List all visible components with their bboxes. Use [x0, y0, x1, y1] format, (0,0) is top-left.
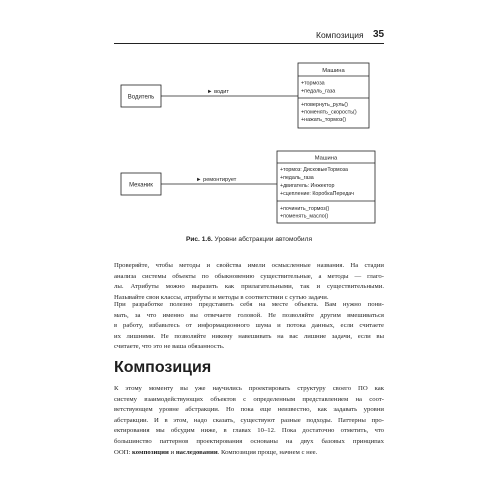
text-line: большинство паттернов проектирования основаны на двух базовых принципах [114, 437, 384, 445]
driver-class-name: Водитель [127, 94, 155, 101]
car-attribute: +двигатель: Инжектор [280, 183, 335, 189]
text-fragment: и [168, 448, 176, 456]
car-class-simple [298, 63, 369, 128]
text-line: Называйте свои классы, атрибуты и методы в соответствии с сутью задачи. [114, 293, 329, 301]
car-method: +повернуть_руль() [301, 102, 348, 108]
text-line: ветствующем уровне абстракции. Но пока еще неизвестно, как задавать уровни [114, 406, 384, 414]
figure-caption-text: Уровни абстракции автомобиля [212, 236, 313, 243]
text-line [114, 448, 384, 459]
text-fragment: ООП: [114, 448, 133, 456]
term-inheritance: наследовании [175, 448, 218, 456]
car-attribute: +сцепление: КоробкаПередач [280, 191, 354, 197]
text-line: Проверяйте, чтобы методы и свойства имели осмысленные названия. На стадии [114, 262, 384, 269]
paragraph [114, 384, 384, 458]
text-line: абстракции. И в этом, надо сказать, существуют разные подходы. Паттерны про- [114, 416, 384, 424]
driver-class [121, 85, 161, 107]
text-line: лы. Атрибуты можно выразить как прилагательными, так и существительными. [114, 283, 384, 291]
car-method: +поменять_скорость() [301, 109, 357, 116]
car-attribute: +педаль_газа [280, 175, 314, 181]
text-line: их лишними. Не позволяйте никому навешивать на вас лишние задачи, если вы [114, 332, 384, 340]
car-method: +починить_тормоз() [280, 206, 330, 212]
figure-label: Рис. 1.6. [185, 236, 213, 243]
car-class-title: Машина [314, 155, 338, 162]
mechanic-class-name: Механик [129, 182, 153, 189]
car-attribute: +тормоз: ДисковыеТормоза [280, 167, 348, 173]
text-line: К этому моменту вы уже научились проектировать структуру своего ПО как [114, 385, 384, 392]
text-line: При разработке полезно представить себя на месте объекта. Вам нужно пони- [114, 301, 384, 308]
text-line: считаете, что это не ваша обязанность. [114, 343, 225, 351]
section-heading: Композиция [114, 359, 212, 376]
mechanic-class [121, 173, 161, 195]
car-method: +нажать_тормоз() [301, 117, 346, 123]
car-method: +поменять_масло() [280, 213, 329, 220]
running-title: Композиция [316, 30, 364, 40]
paragraph [114, 261, 384, 303]
figure-caption [114, 236, 384, 243]
paragraph [114, 300, 384, 353]
car-class-title: Машина [322, 68, 345, 74]
car-class-detailed [277, 151, 375, 223]
term-composition: композиции [132, 448, 169, 456]
car-attribute: +педаль_газа [301, 88, 336, 95]
page-number: 35 [373, 29, 385, 40]
text-line: в работу, избавьтесь от информационного шума и потока данных, если считаете [114, 322, 384, 330]
drives-association-label: ► водит [207, 89, 229, 95]
text-line: мать, за что именно вы отвечаете головой. Не позволяйте другим вмешиваться [114, 311, 384, 319]
uml-diagram [0, 0, 500, 235]
text-line: ектирования мы обсудим ниже, в главах 10–12. Пока достаточно отметить, что [114, 427, 384, 435]
repairs-association-label: ► ремонтирует [196, 177, 237, 183]
text-line: анализа системы объекты по обыкновению существительные, а методы — глаго- [114, 272, 384, 280]
text-line: систему взаимодействующих объектов с определенным представлением на соот- [114, 395, 384, 403]
car-attribute: +тормоза [301, 80, 325, 87]
text-fragment: . Композиция проще, начнем с нее. [217, 448, 318, 456]
